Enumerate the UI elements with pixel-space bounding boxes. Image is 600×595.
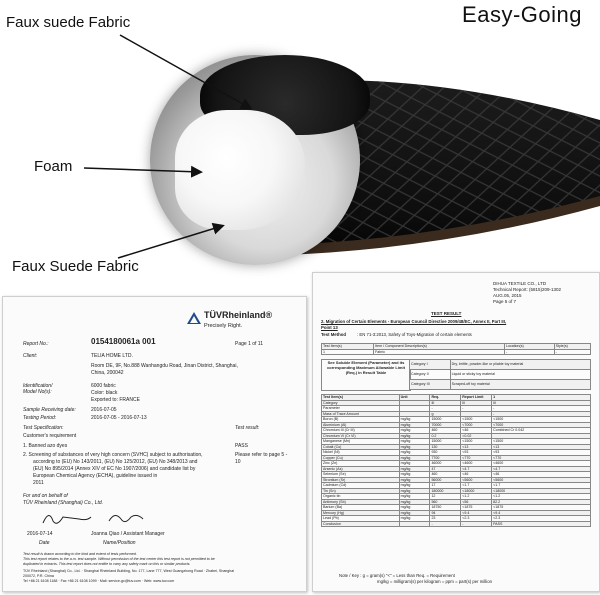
col-style: Style(s) — [554, 344, 590, 350]
table-cell: Cobalt (Co) — [322, 444, 400, 450]
result-label: Test result: — [235, 425, 260, 431]
table-cell: <770 — [492, 455, 591, 461]
result-header-cell: Req. — [430, 395, 461, 401]
table-cell: <1.7 — [492, 483, 591, 489]
table-cell: 15000 — [430, 417, 461, 423]
table-cell: <1875 — [461, 505, 492, 511]
table-cell: mg/kg — [399, 510, 430, 516]
table-cell: <13 — [492, 444, 591, 450]
table-cell: <9.4 — [461, 510, 492, 516]
table-cell: 930 — [430, 450, 461, 456]
table-row — [322, 521, 591, 527]
row1-component: Fabric — [374, 349, 505, 355]
footer-3: duplicated in extracts. This test report does not entitle to carry any safety mark on this or similar products. — [23, 562, 191, 566]
table-cell: <4600 — [492, 461, 591, 467]
signer-name: Joanna Qiao / Assistant Manager — [91, 531, 165, 537]
table-cell: <7000 — [461, 422, 492, 428]
table-cell: <13 — [461, 444, 492, 450]
table-cell: III — [430, 400, 461, 406]
table-cell: Aluminium (Al) — [322, 422, 400, 428]
table-cell: <46 — [461, 472, 492, 478]
arrow-middle-icon — [84, 168, 200, 172]
result-header-cell: Report Limit — [461, 395, 492, 401]
table-cell: mg/kg — [399, 455, 430, 461]
customer-req: Customer's requirement — [23, 433, 77, 439]
table-cell: mg/kg — [399, 433, 430, 439]
table-cell: mg/kg — [399, 494, 430, 500]
table-cell: III — [492, 400, 591, 406]
result-heading: TEST RESULT — [431, 311, 462, 316]
receiving-label: Sample Receiving date: — [23, 407, 76, 413]
table-cell: mg/kg — [399, 466, 430, 472]
table-cell: Tin (Sn) — [322, 488, 400, 494]
note-key: Note / Key : g = gram(s) "<" = Less than Req. = Requirement — [339, 573, 455, 578]
arrow-bottom-icon — [118, 226, 222, 258]
arrow-top-icon — [120, 35, 250, 108]
client-label: Client: — [23, 353, 38, 359]
tuv-tagline: Precisely Right. — [204, 323, 243, 329]
table-cell: <0.02 — [461, 433, 492, 439]
table-cell: - — [492, 411, 591, 417]
item-2-result: Please refer to page 5 - — [235, 452, 288, 458]
result-header-cell: 1 — [492, 395, 591, 401]
row1-item: 1 — [322, 349, 374, 355]
table-cell: 130 — [430, 444, 461, 450]
page-number: Page 1 of 11 — [235, 341, 263, 347]
client-address: Room DE, 9F, No.888 Wanhangdu Road, Jinan District, Shanghai, — [91, 363, 238, 369]
table-cell: <1.2 — [492, 494, 591, 500]
row1-location: - — [504, 349, 554, 355]
table-cell: Chromium VI (Cr VI) — [322, 433, 400, 439]
report-no: 0154180061a 001 — [91, 337, 156, 346]
table-cell: mg/kg — [399, 461, 430, 467]
col-component: Item / Component Description(s) — [374, 344, 505, 350]
table-cell: <2.3 — [461, 516, 492, 522]
table-cell: <46 — [492, 472, 591, 478]
col-location: Location(s) — [504, 344, 554, 350]
footer-5: 200072, P.R. China — [23, 574, 54, 578]
table-cell: 560 — [430, 499, 461, 505]
table-cell: mg/kg — [399, 428, 430, 434]
brand-logo-text: Easy-Going — [462, 2, 582, 27]
table-cell: <18000 — [492, 488, 591, 494]
testing-period: 2016-07-05 - 2016-07-13 — [91, 415, 147, 421]
table-cell: mg/kg — [399, 488, 430, 494]
table-cell: <4.7 — [461, 466, 492, 472]
table-cell: - — [461, 521, 492, 527]
table-cell: <1875 — [492, 505, 591, 511]
table-cell — [399, 521, 430, 527]
footer-2: This test report relates to the a.m. test sample. Without permission of the test center this test report is not permitted to be — [23, 557, 215, 561]
table-cell: 460 — [430, 472, 461, 478]
table-cell: g — [430, 411, 461, 417]
table-cell: mg/kg — [399, 422, 430, 428]
table-cell: 7700 — [430, 455, 461, 461]
tuv-logo: TÜVRheinland® — [204, 310, 273, 320]
table-cell: Zinc (Zn) — [322, 461, 400, 467]
label-foam: Foam — [34, 158, 73, 175]
table-cell: 17 — [430, 483, 461, 489]
report-company: DIHUA TEXTILE CO., LTD — [493, 281, 547, 286]
table-cell: mg/kg — [399, 444, 430, 450]
table-cell: - — [430, 406, 461, 412]
label-top-fabric: Faux suede Fabric — [6, 14, 131, 31]
table-cell: <7000 — [492, 422, 591, 428]
result-table — [321, 394, 591, 527]
footer-1: Test result is drawn according to the kind and extent of tests performed. — [23, 552, 137, 556]
report-page: Page 5 of 7 — [493, 299, 517, 304]
category-table — [409, 359, 591, 390]
table-cell: <5600 — [461, 477, 492, 483]
item-2-line-e: 2011 — [33, 480, 44, 486]
behalf-company: TÜV Rheinland (Shanghai) Co., Ltd. — [23, 500, 104, 506]
table-cell: 56000 — [430, 477, 461, 483]
section-point: Point 13 — [321, 325, 338, 330]
item-2-line-b: according to (EU) No 143/2011, (EU) No 125/2012, (EU) No 348/2013 and — [33, 459, 198, 465]
cat1: Category I — [410, 360, 451, 370]
technical-test-report — [312, 272, 600, 592]
table-cell: mg/kg — [399, 505, 430, 511]
table-cell: Cadmium (Cd) — [322, 483, 400, 489]
table-cell: <56 — [461, 499, 492, 505]
table-cell: <9.4 — [492, 510, 591, 516]
table-cell: 180000 — [430, 488, 461, 494]
table-cell: <5600 — [492, 477, 591, 483]
table-cell: Parameter — [322, 406, 400, 412]
signature-image — [39, 507, 159, 529]
table-cell: Nickel (Ni) — [322, 450, 400, 456]
table-cell: Category — [322, 400, 400, 406]
table-cell: 15000 — [430, 439, 461, 445]
name-position-label: Name/Position — [103, 540, 136, 546]
table-cell: <2.3 — [492, 516, 591, 522]
result-header-cell: Unit — [399, 395, 430, 401]
table-cell: 18750 — [430, 505, 461, 511]
section-title: 2. Migration of Certain Elements - European Council Directive 2009/48/EC, Annex II, Part III, — [321, 319, 507, 324]
table-cell: <4.7 — [492, 466, 591, 472]
table-cell: Boron (B) — [322, 417, 400, 423]
client-name: TELIA HOME LTD. — [91, 353, 133, 359]
table-cell: <1.2 — [461, 494, 492, 500]
item-1-result: PASS — [235, 443, 248, 449]
table-cell: <93 — [461, 450, 492, 456]
table-cell: 94 — [430, 510, 461, 516]
ident-1: 6000 fabric — [91, 383, 116, 389]
table-cell: mg/kg — [399, 516, 430, 522]
table-cell: mg/kg — [399, 417, 430, 423]
table-cell: - — [461, 406, 492, 412]
model-label: Model No(s): — [23, 389, 52, 395]
cat3: Category III — [410, 380, 451, 390]
method-label: Test Method — [321, 332, 346, 337]
testing-label: Testing Period: — [23, 415, 57, 421]
method-text: : EN 71-3:2013, Safety of Toys-Migration of certain elements — [357, 332, 472, 337]
table-cell: Organic tin — [322, 494, 400, 500]
table-cell: <1500 — [461, 417, 492, 423]
table-cell: <1500 — [492, 417, 591, 423]
item-2-result-2: 10 — [235, 459, 241, 465]
table-cell: 46000 — [430, 461, 461, 467]
items-table — [321, 343, 591, 355]
table-cell: mg/kg — [399, 439, 430, 445]
soluble-element-note: See Soluble Element (Parameter) and its corresponding Maximum Allowable Limit (Req.) in Result Table — [321, 359, 411, 391]
receiving-date: 2016-07-05 — [91, 407, 117, 413]
footer-4: TÜV Rheinland (Shanghai) Co., Ltd. · Shanghai Rheinland Building, No. 177, Lane 777, West Guangzhong Road · Zhabei, Shanghai — [23, 569, 235, 573]
table-cell: mg/kg — [399, 477, 430, 483]
table-cell: mg/kg — [399, 472, 430, 478]
item-1: 1. Banned azo dyes — [23, 443, 68, 449]
tuv-test-report — [2, 296, 307, 592]
table-cell: Combined Cr 0.042 — [492, 428, 591, 434]
table-cell: Strontium (Sr) — [322, 477, 400, 483]
table-cell: Copper (Cu) — [322, 455, 400, 461]
cat2-desc: Liquid or sticky toy material — [450, 370, 590, 380]
table-cell: Antimony (Sb) — [322, 499, 400, 505]
table-cell: Mass of Trace Amount — [322, 411, 400, 417]
result-header-cell: Test Item(s) — [322, 395, 400, 401]
table-cell: <770 — [461, 455, 492, 461]
date-label: Date — [39, 540, 50, 546]
table-cell: Conclusion — [322, 521, 400, 527]
table-cell: 82.2 — [492, 499, 591, 505]
table-cell: 70000 — [430, 422, 461, 428]
table-cell: PASS — [492, 521, 591, 527]
table-cell: <4600 — [461, 461, 492, 467]
ident-2: Color: black — [91, 390, 118, 396]
report-date: AUG.05, 2015 — [493, 293, 522, 298]
item-2-line-a: 2. Screening of substances of very high concern (SVHC) subject to authorisation, — [23, 452, 203, 458]
ident-label: Identification/ — [23, 383, 53, 389]
cat3-desc: Scraped-off toy material — [450, 380, 590, 390]
report-number: Technical Report: (5815)209-1302 — [493, 287, 562, 292]
table-cell: mg/kg — [399, 450, 430, 456]
table-cell: <93 — [492, 450, 591, 456]
footer-6: Tel +86 21 6108 1188 · Fax +86 21 6108 1099 · Mail: service-gc@tuv.com · Web: www.tuv.com — [23, 579, 175, 583]
table-cell: <46 — [461, 428, 492, 434]
tuv-triangle-icon — [186, 311, 202, 325]
table-cell: 0.2 — [430, 433, 461, 439]
table-cell: 460 — [430, 428, 461, 434]
sign-date: 2016-07-14 — [27, 531, 53, 537]
cat2: Category II — [410, 370, 451, 380]
table-cell: 47 — [430, 466, 461, 472]
table-cell: 12 — [430, 494, 461, 500]
note-key-2: mg/kg = milligram(s) per kilogram = ppm = part(s) per million — [377, 579, 492, 584]
label-bottom-fabric: Faux Suede Fabric — [12, 258, 139, 275]
table-cell: <1500 — [461, 439, 492, 445]
item-2-line-c: (EU) No 895/2014 (Annex XIV of EC No 1907/2006) and candidate list by — [33, 466, 196, 472]
table-cell: 23 — [430, 516, 461, 522]
cat1-desc: Dry, brittle, powder-like or pliable toy material — [450, 360, 590, 370]
item-2-line-d: European Chemical Agency (ECHA), guideline issued in — [33, 473, 158, 479]
table-cell: mg/kg — [399, 499, 430, 505]
table-cell: - — [492, 406, 591, 412]
spec-label: Test Specification: — [23, 425, 64, 431]
col-test-item: Test Item(s) — [322, 344, 374, 350]
table-cell: <1.7 — [461, 483, 492, 489]
report-no-label: Report No.: — [23, 341, 49, 347]
table-cell: Mercury (Hg) — [322, 510, 400, 516]
table-cell: <18000 — [461, 488, 492, 494]
table-cell: Selenium (Se) — [322, 472, 400, 478]
table-cell: <1500 — [492, 439, 591, 445]
table-cell: III — [461, 400, 492, 406]
table-cell: Barium (Ba) — [322, 505, 400, 511]
table-cell: Lead (Pb) — [322, 516, 400, 522]
table-cell: - — [430, 521, 461, 527]
table-cell: Chromium III (Cr III) — [322, 428, 400, 434]
table-cell: Arsenic (As) — [322, 466, 400, 472]
ident-3: Exported to: FRANCE — [91, 397, 140, 403]
client-address-2: China, 200042 — [91, 370, 124, 376]
row1-style: - — [554, 349, 590, 355]
behalf-label: For and on behalf of — [23, 493, 68, 499]
table-cell: mg/kg — [399, 483, 430, 489]
table-cell: Manganese (Mn) — [322, 439, 400, 445]
